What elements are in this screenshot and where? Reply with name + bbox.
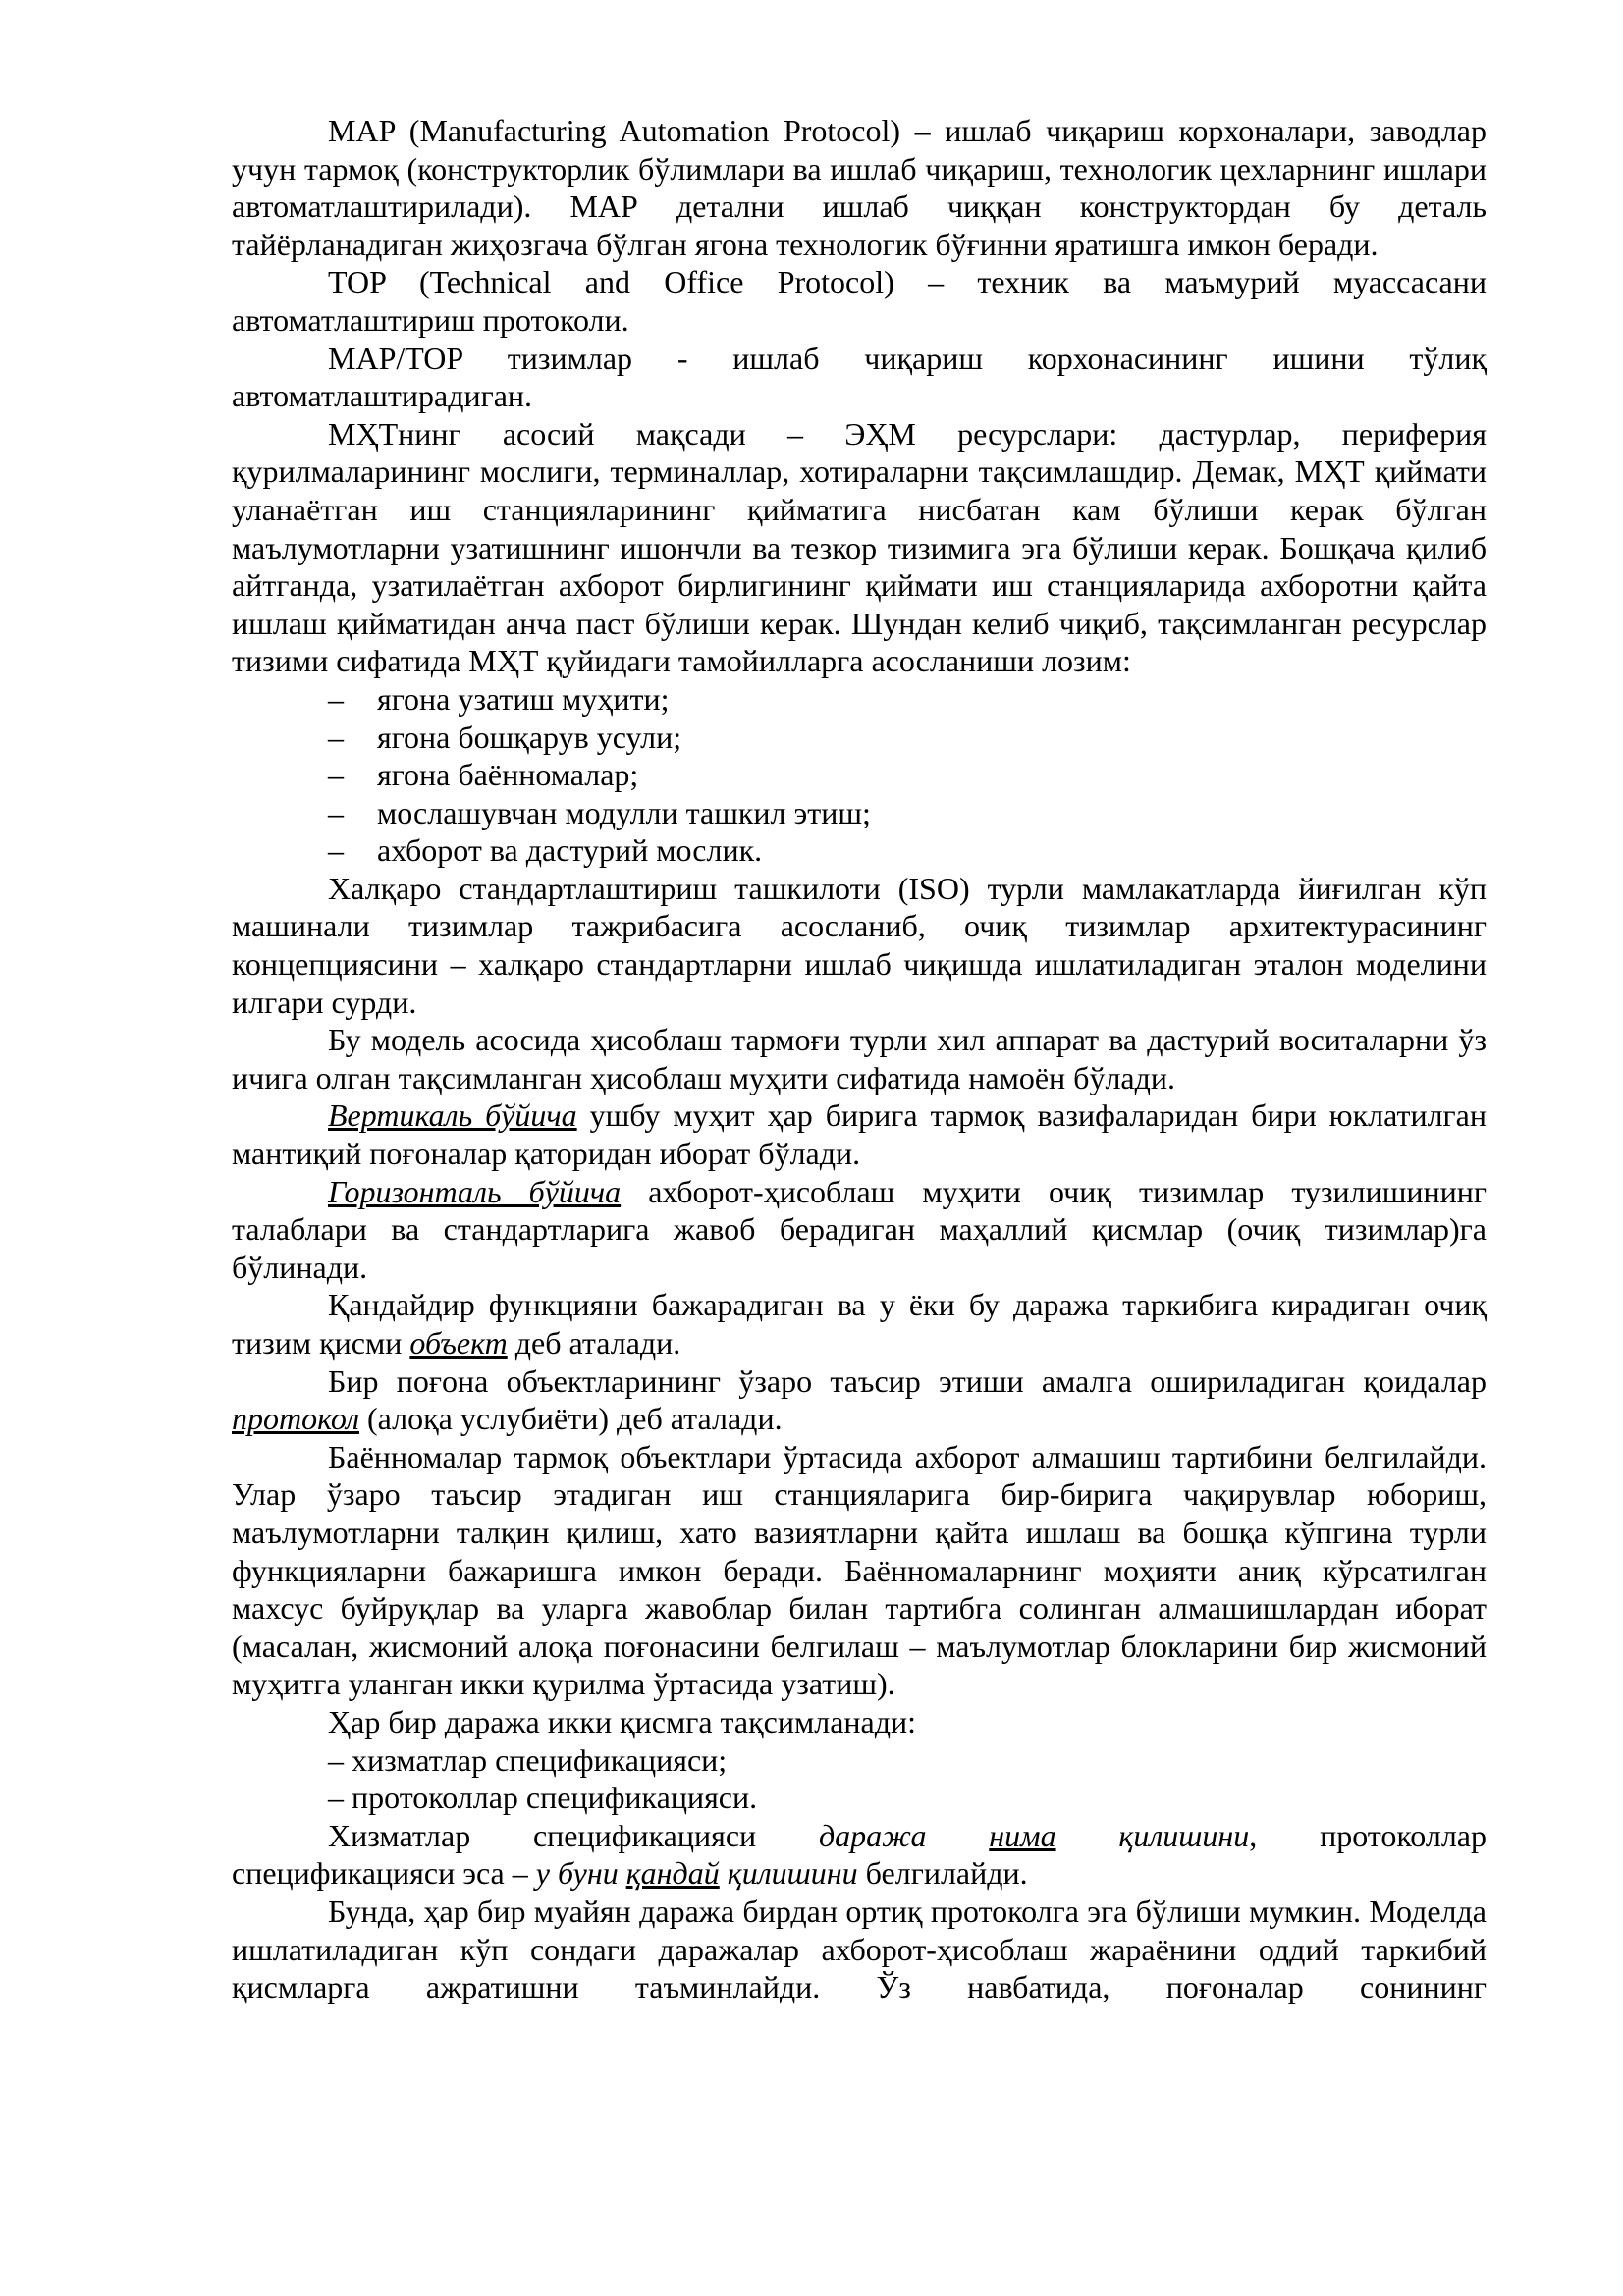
paragraph-services-spec: [232, 1817, 1487, 1893]
paragraph-object-end: деб аталади.: [507, 1325, 681, 1361]
term-object: объект: [409, 1325, 508, 1361]
paragraph-levels: Ҳар бир даража икки қисмга тақсимланади:: [328, 1703, 917, 1739]
paragraph-protocol-end: (алоқа услубиёти) деб аталади.: [359, 1401, 783, 1437]
word: протоколлар: [1320, 1817, 1487, 1853]
text-italic-underlined: қандай: [625, 1855, 720, 1892]
list-dash: –: [328, 719, 344, 755]
paragraph-protocol-text: Бир поғона объектларининг ўзаро таъсир этиши амалга ошириладиган қоидалар: [328, 1362, 1487, 1399]
list-item-text: ахборот ва дастурий мослик.: [377, 832, 763, 869]
text-italic: у буни: [535, 1855, 626, 1892]
list-item: [232, 680, 1487, 719]
paragraph-vertical: [232, 1096, 1487, 1172]
services-spec-line-2: [232, 1854, 1487, 1893]
paragraph-horizontal: [232, 1173, 1487, 1287]
term-vertical: Вертикаль бўйича: [328, 1097, 577, 1134]
word-italic: даража: [818, 1817, 927, 1853]
text-italic: қилишини: [719, 1855, 858, 1892]
paragraph-levels-count: Бунда, ҳар бир муайян даража бирдан ортиқ протоколга эга бўлиши мумкин. Моделда ишлатиладиган кўп сондаги даражалар ахборот-ҳисоблаш жараёнини оддий таркибий қисмларга ажратишни таъминлайди. Ўз навбатида, поғоналар сонининг: [232, 1893, 1487, 2005]
list-dash: –: [328, 832, 344, 869]
list-item: [232, 794, 1487, 832]
word: Хизматлар: [328, 1817, 471, 1853]
list-dash: –: [328, 757, 344, 793]
paragraph-top: TOP (Technical and Office Protocol) – техник ва маъмурий муассасани автоматлаштириш протоколи.: [232, 264, 1487, 338]
services-spec-line-1: [232, 1817, 1487, 1855]
word-italic-underlined: нима: [989, 1817, 1056, 1853]
term-horizontal: Горизонталь бўйича: [328, 1173, 622, 1209]
comma: ,: [1249, 1817, 1258, 1853]
paragraph-iso: Халқаро стандартлаштириш ташкилоти (ISO) турли мамлакатларда йиғилган кўп машинали тизимлар тажрибасига асосланиб, очиқ тизимлар архитектурасининг концепциясини – халқаро стандартларни ишлаб чиқишда ишлатиладиган эталон моделини илгари сурди.: [232, 870, 1487, 1020]
spec-item-services: – хизматлар спецификацияси;: [328, 1741, 728, 1778]
paragraph-maptop: MAP/TOP тизимлар - ишлаб чиқариш корхонасининг ишини тўлиқ автоматлаштирадиган.: [232, 340, 1487, 414]
principles-list: [232, 680, 1487, 870]
paragraph-mht-goal: МҲТнинг асосий мақсади – ЭҲМ ресурслари: дастурлар, периферия қурилмаларининг мослиги, терминаллар, хотираларни тақсимлашдир. Демак, МҲТ қиймати уланаётган иш станцияларининг қийматига нисбатан кам бўлиши керак бўлган маълумотларни узатишнинг ишончли ва тезкор тизимига эга бўлиши керак. Бошқача қилиб айтганда, узатилаётган ахборот бирлигининг қиймати иш станцияларида ахборотни қайта ишлаш қийматидан анча паст бўлиши керак. Шундан келиб чиқиб, тақсимланган ресурслар тизими сифатида МҲТ қуйидаги тамойилларга асосланиши лозим:: [232, 415, 1487, 679]
list-item-text: ягона узатиш муҳити;: [377, 680, 670, 717]
text: спецификацияси эса –: [232, 1855, 536, 1892]
text: белгилайди.: [857, 1855, 1028, 1892]
paragraph-model: Бу модель асосида ҳисоблаш тармоғи турли хил аппарат ва дастурий воситаларни ўз ичига олган тақсимланган ҳисоблаш муҳити сифатида намоён бўлади.: [232, 1022, 1487, 1095]
word: спецификацияси: [532, 1817, 757, 1853]
paragraph-bayonnomalar: Баённомалар тармоқ объектлари ўртасида ахборот алмашиш тартибини белгилайди. Улар ўзаро таъсир этадиган иш станцияларига бир-бирига чақирувлар юбориш, маълумотларни талқин қилиш, хато вазиятларни қайта ишлаш ва бошқа кўпгина турли функцияларни бажаришга имкон беради. Баённомаларнинг моҳияти аниқ кўрсатилган махсус буйруқлар ва уларга жавоблар билан тартибга солинган алмашишлардан иборат (масалан, жисмоний алоқа поғонасини белгилаш – маълумотлар блокларини бир жисмоний муҳитга уланган икки қурилма ўртасида узатиш).: [232, 1438, 1487, 1702]
list-item: [232, 831, 1487, 870]
list-item: [232, 756, 1487, 794]
paragraph-object: [232, 1286, 1487, 1362]
spec-item-protocols: – протоколлар спецификацияси.: [328, 1780, 758, 1816]
paragraph-protocol: [232, 1362, 1487, 1438]
paragraph-object-text: Қандайдир функцияни бажарадиган ва у ёки бу даража таркибига кирадиган очиқ тизим қисми: [232, 1287, 1487, 1361]
list-item: [232, 719, 1487, 757]
list-item-text: ягона баённомалар;: [377, 757, 639, 793]
paragraph-map: MAP (Manufacturing Automation Protocol) – ишлаб чиқариш корхоналари, заводлар учун тармоқ (конструкторлик бўлимлари ва ишлаб чиқариш, технологик цехларнинг ишлари автоматлаштирилади). МАР детални ишлаб чиққан конструктордан бу деталь тайёрланадиган жиҳозгача бўлган ягона технологик бўғинни яратишга имкон беради.: [232, 113, 1487, 262]
document-page: [232, 112, 1487, 2006]
term-protocol: протокол: [232, 1401, 360, 1437]
list-dash: –: [328, 680, 344, 717]
word-italic: қилишини: [1118, 1817, 1250, 1853]
paragraph-vertical-text: ушбу муҳит ҳар бирига тармоқ вазифаларидан бири юклатилган мантиқий поғоналар қаторидан иборат бўлади.: [232, 1097, 1488, 1172]
list-item-text: мослашувчан модулли ташкил этиш;: [377, 794, 871, 830]
list-item-text: ягона бошқарув усули;: [377, 719, 682, 755]
list-dash: –: [328, 794, 344, 830]
paragraph-horizontal-text: ахборот-ҳисоблаш муҳити очиқ тизимлар тузилишининг талаблари ва стандартларига жавоб берадиган маҳаллий қисмлар (очиқ тизимлар)га бўлинади.: [232, 1173, 1488, 1285]
